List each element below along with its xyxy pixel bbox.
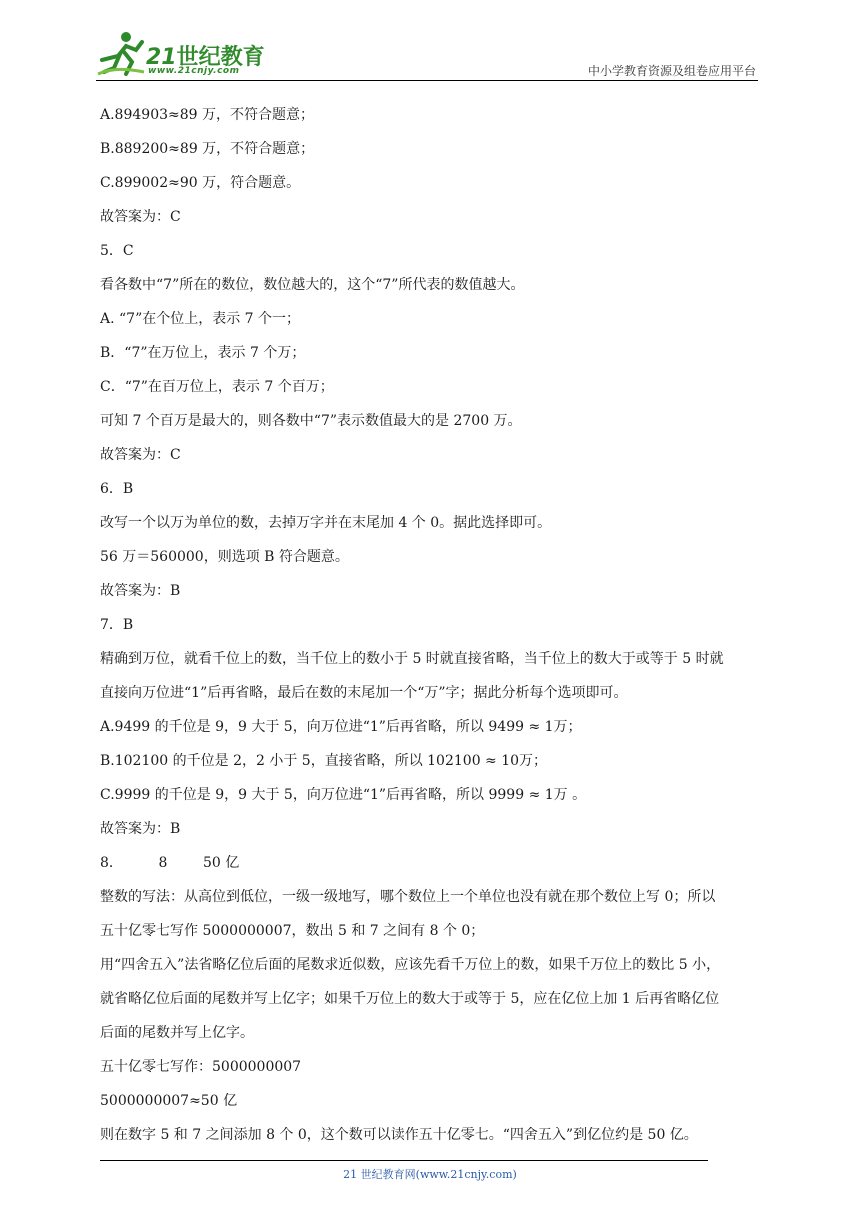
logo-url: www.21cnjy.com [148,66,240,76]
question-number: 5．C [100,243,134,259]
text-line: C.899002≈90 万，符合题意。 [100,175,301,191]
text-line: 5000000007≈50 亿 [100,1093,238,1109]
question-number: 6．B [100,481,134,497]
text-line: 就省略亿位后面的尾数并写上亿字；如果千万位上的数大于或等于 5，应在亿位上加 1 后再省略亿位 [100,991,720,1007]
text-line: 可知 7 个百万是最大的，则各数中“7”表示数值最大的是 2700 万。 [100,413,522,429]
text-line: A.894903≈89 万，不符合题意； [100,107,314,123]
text-line: 五十亿零七写作：5000000007 [100,1059,302,1075]
logo [96,28,266,78]
text-line: 精确到万位，就看千位上的数，当千位上的数小于 5 时就直接省略，当千位上的数大于或等于 5 时就 [100,651,724,667]
page-footer: 21 世纪教育网(www.21cnjy.com) [343,1168,517,1181]
header-tagline: 中小学教育资源及组卷应用平台 [587,64,756,78]
text-line: 直接向万位进“1”后再省略，最后在数的末尾加一个“万”字；据此分析每个选项即可。 [100,685,628,701]
text-line: 故答案为：B [100,821,181,837]
text-line: 则在数字 5 和 7 之间添加 8 个 0，这个数可以读作五十亿零七。“四舍五入”到亿位约是 50 亿。 [100,1127,698,1143]
logo-title: 21世纪教育 [146,45,265,70]
question-number: 7．B [100,617,134,633]
text-line: 后面的尾数并写上亿字。 [100,1025,254,1041]
text-line: 故答案为：C [100,209,181,225]
footer-divider [100,1160,708,1161]
page-header [96,28,758,81]
text-line: B.889200≈89 万，不符合题意； [100,141,315,157]
text-line: 故答案为：B [100,583,181,599]
text-line: 56 万＝560000，则选项 B 符合题意。 [100,549,349,565]
text-line: 五十亿零七写作 5000000007，数出 5 和 7 之间有 8 个 0； [100,923,485,939]
text-line: C.9999 的千位是 9，9 大于 5，向万位进“1”后再省略，所以 9999 ≈ 1万 。 [100,787,587,803]
text-line: 看各数中“7”所在的数位，数位越大的，这个“7”所代表的数值越大。 [100,277,525,293]
text-line: B.102100 的千位是 2，2 小于 5，直接省略，所以 102100 ≈ 10万； [100,753,548,769]
text-line: A.9499 的千位是 9，9 大于 5，向万位进“1”后再省略，所以 9499 ≈ 1万； [100,719,582,735]
runner-logo-icon [96,28,148,78]
text-line: 整数的写法：从高位到低位，一级一级地写，哪个数位上一个单位也没有就在那个数位上写 0；所以 [100,889,716,905]
text-line: 用“四舍五入”法省略亿位后面的尾数求近似数，应该先看千万位上的数，如果千万位上的数比 5 小， [100,957,721,973]
question-number: 8． 8 50 亿 [100,855,240,871]
text-line: 故答案为：C [100,447,181,463]
text-line: A. “7”在个位上，表示 7 个一； [100,311,301,327]
text-line: 改写一个以万为单位的数，去掉万字并在末尾加 4 个 0。据此选择即可。 [100,515,552,531]
text-line: C．“7”在百万位上，表示 7 个百万； [100,379,334,395]
text-line: B．“7”在万位上，表示 7 个万； [100,345,306,361]
